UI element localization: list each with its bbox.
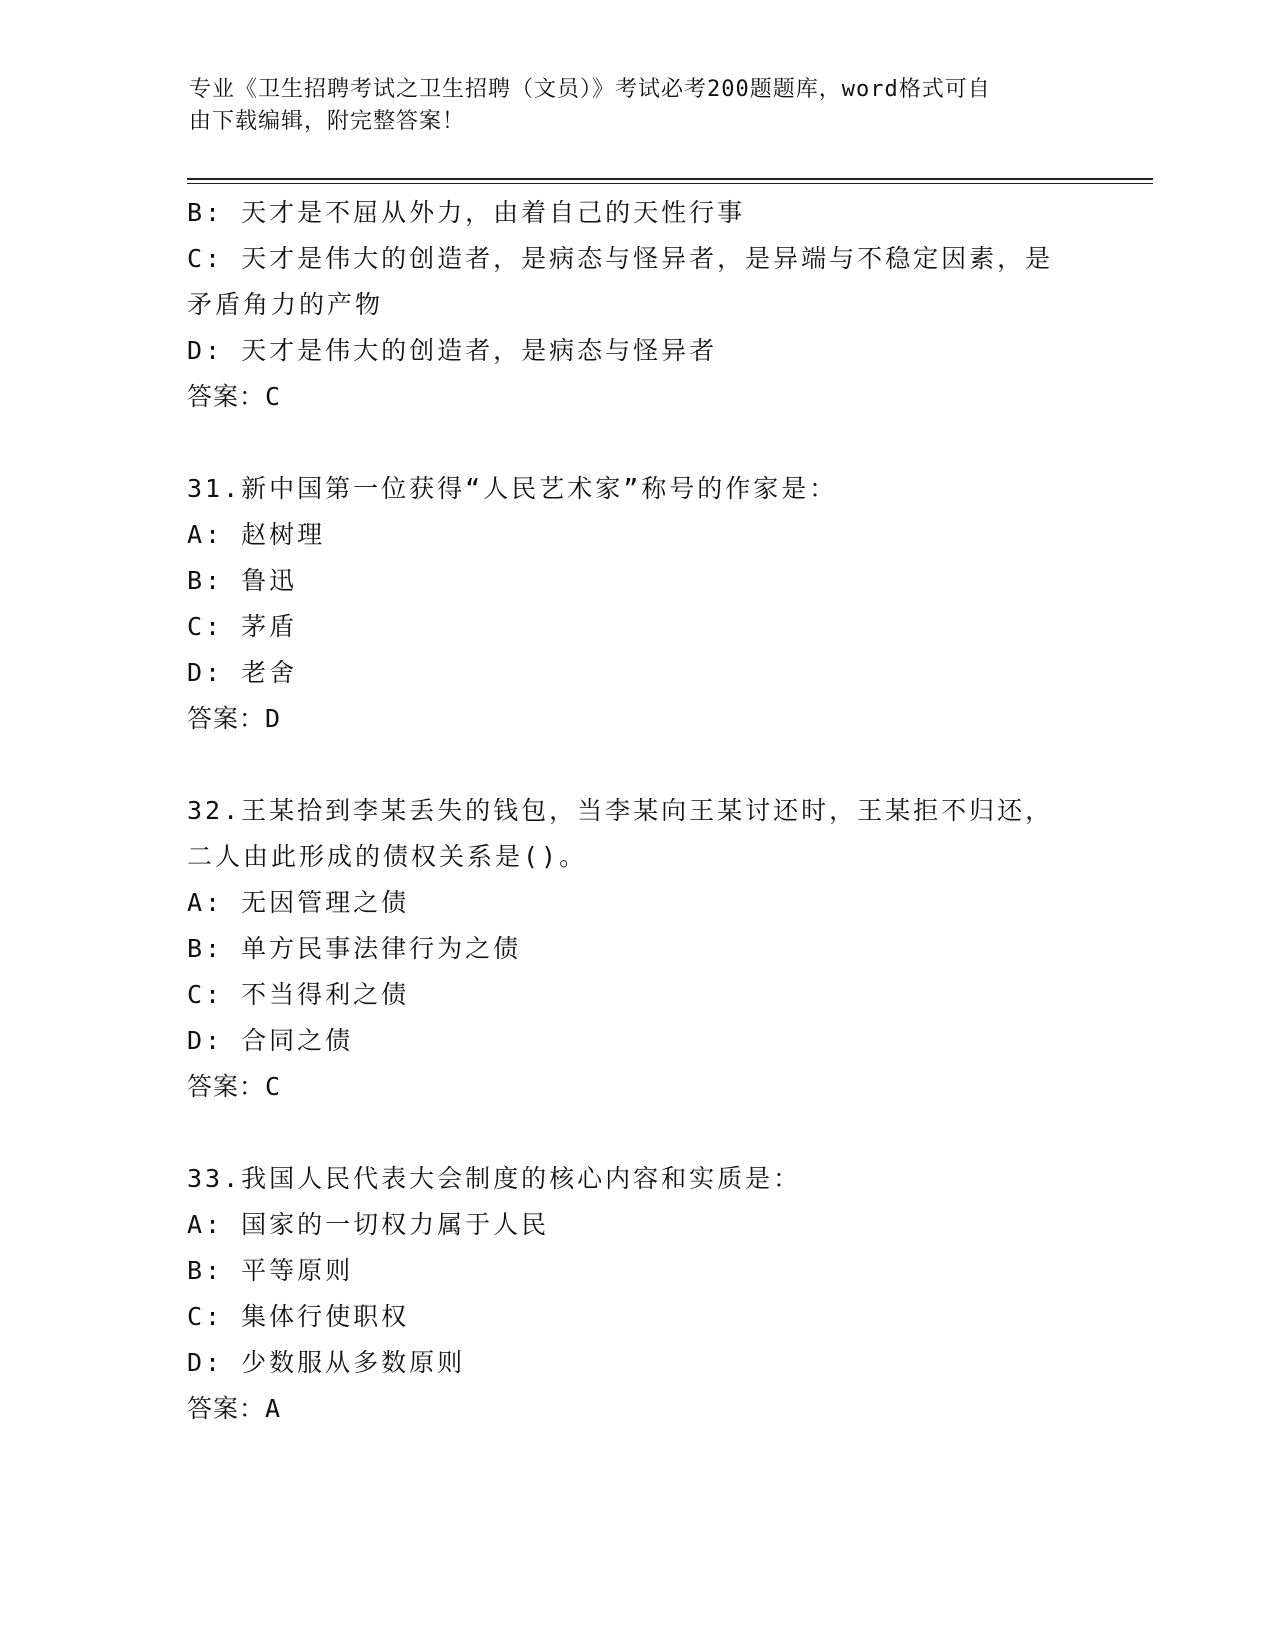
option-d: D: 合同之债 (187, 1026, 354, 1055)
header-rule-thin (187, 183, 1153, 184)
question-32 (187, 788, 1087, 1110)
option-d: D: 少数服从多数原则 (187, 1348, 466, 1377)
option-b: B: 单方民事法律行为之债 (187, 934, 522, 963)
question-stem: 33.我国人民代表大会制度的核心内容和实质是： (187, 1164, 802, 1193)
option-b: B: 天才是不屈从外力，由着自己的天性行事 (187, 198, 746, 227)
question-33 (187, 1156, 1087, 1432)
spacer (187, 1110, 1087, 1156)
option-c: C: 不当得利之债 (187, 980, 410, 1009)
answer: 答案：A (187, 1394, 282, 1423)
question-stem-line-2: 二人由此形成的债权关系是()。 (187, 842, 588, 871)
option-b: B: 鲁迅 (187, 566, 298, 595)
question-prev (187, 190, 1087, 420)
answer: 答案：C (187, 1072, 282, 1101)
spacer (187, 742, 1087, 788)
option-b: B: 平等原则 (187, 1256, 354, 1285)
question-31 (187, 466, 1087, 742)
spacer (187, 420, 1087, 466)
question-stem: 31.新中国第一位获得“人民艺术家”称号的作家是： (187, 474, 838, 503)
option-d: D: 天才是伟大的创造者，是病态与怪异者 (187, 336, 718, 365)
option-a: A: 赵树理 (187, 520, 326, 549)
document-header (189, 74, 1069, 138)
option-d: D: 老舍 (187, 658, 298, 687)
header-line-1: 专业《卫生招聘考试之卫生招聘（文员）》考试必考200题题库，word格式可自 (189, 77, 991, 102)
option-c: C: 集体行使职权 (187, 1302, 410, 1331)
question-list (187, 190, 1087, 1432)
header-rule-thick (187, 178, 1153, 180)
option-a: A: 国家的一切权力属于人民 (187, 1210, 550, 1239)
option-c-line-2: 矛盾角力的产物 (187, 290, 384, 319)
option-c: C: 茅盾 (187, 612, 298, 641)
option-a: A: 无因管理之债 (187, 888, 410, 917)
answer: 答案：D (187, 704, 282, 733)
header-line-2: 由下载编辑，附完整答案！ (189, 109, 466, 134)
option-c-line-1: C: 天才是伟大的创造者，是病态与怪异者，是异端与不稳定因素，是 (187, 244, 1054, 273)
answer: 答案：C (187, 382, 282, 411)
question-stem-line-1: 32.王某拾到李某丢失的钱包，当李某向王某讨还时，王某拒不归还， (187, 796, 1054, 825)
